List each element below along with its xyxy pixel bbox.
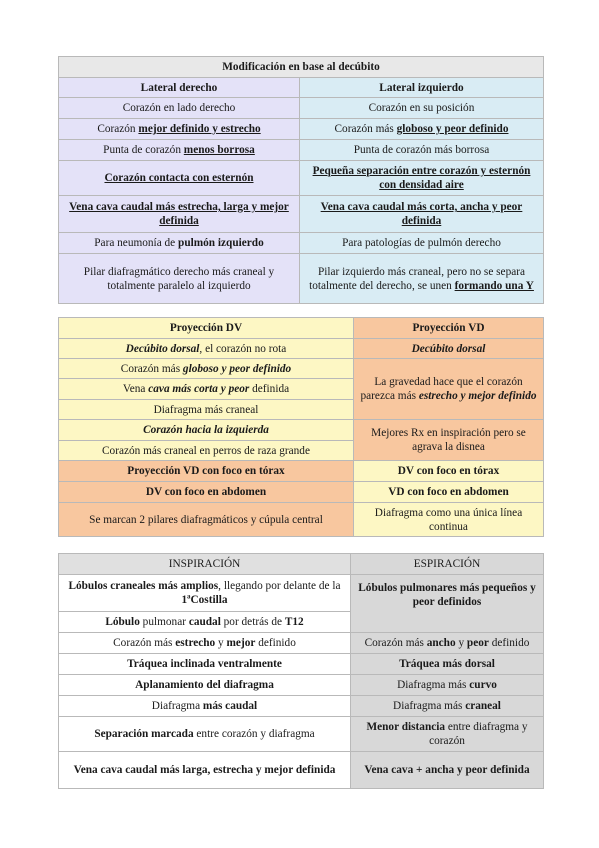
header-proyeccion-vd: Proyección VD	[354, 318, 544, 339]
esp-corazon: Corazón más ancho y peor definido	[351, 633, 544, 654]
dv-row1: Decúbito dorsal, el corazón no rota	[59, 339, 354, 359]
dv-row5: Corazón hacia la izquierda	[59, 420, 354, 441]
focus-row2-left: DV con foco en abdomen	[59, 482, 354, 503]
focus-row3-right: Diafragma como una única línea continua	[354, 503, 544, 537]
t1-row1-right: Corazón en su posición	[300, 98, 544, 119]
dv-row4: Diafragma más craneal	[59, 400, 354, 420]
t1-row4-right: Pequeña separación entre corazón y esternón con densidad aire	[300, 161, 544, 196]
insp-separacion: Separación marcada entre corazón y diafragma	[59, 717, 351, 752]
header-inspiracion: INSPIRACIÓN	[59, 554, 351, 575]
dv-row3: Vena cava más corta y peor definida	[59, 379, 354, 400]
insp-vena-cava: Vena cava caudal más larga, estrecha y mejor definida	[59, 752, 351, 789]
dv-row6: Corazón más craneal en perros de raza grande	[59, 441, 354, 461]
insp-lobulos-craneales: Lóbulos craneales más amplios, llegando por delante de la 1ªCostilla	[59, 575, 351, 612]
insp-lobulo-caudal: Lóbulo pulmonar caudal por detrás de T12	[59, 612, 351, 633]
t1-row7-left: Pilar diafragmático derecho más craneal y totalmente paralelo al izquierdo	[59, 254, 300, 304]
header-lateral-izquierdo: Lateral izquierdo	[300, 78, 544, 98]
t1-row5-left: Vena cava caudal más estrecha, larga y mejor definida	[59, 196, 300, 233]
esp-vena-cava: Vena cava + ancha y peor definida	[351, 752, 544, 789]
focus-row1-left: Proyección VD con foco en tórax	[59, 461, 354, 482]
esp-distancia: Menor distancia entre diafragma y corazón	[351, 717, 544, 752]
insp-diafragma-aplanado: Aplanamiento del diafragma	[59, 675, 351, 696]
t1-row2-left: Corazón mejor definido y estrecho	[59, 119, 300, 140]
decubito-table	[58, 56, 544, 304]
t1-row4-left: Corazón contacta con esternón	[59, 161, 300, 196]
insp-traquea: Tráquea inclinada ventralmente	[59, 654, 351, 675]
header-lateral-derecho: Lateral derecho	[59, 78, 300, 98]
t1-row6-left: Para neumonía de pulmón izquierdo	[59, 233, 300, 254]
decubito-title: Modificación en base al decúbito	[59, 57, 544, 78]
header-espiracion: ESPIRACIÓN	[351, 554, 544, 575]
t1-row3-right: Punta de corazón más borrosa	[300, 140, 544, 161]
esp-diafragma-craneal: Diafragma más craneal	[351, 696, 544, 717]
t1-row7-right: Pilar izquierdo más craneal, pero no se separa totalmente del derecho, se unen formando una Y	[300, 254, 544, 304]
esp-traquea: Tráquea más dorsal	[351, 654, 544, 675]
vd-row3: Mejores Rx en inspiración pero se agrava la disnea	[354, 420, 544, 461]
vd-row2: La gravedad hace que el corazón parezca más estrecho y mejor definido	[354, 359, 544, 420]
focus-row1-right: DV con foco en tórax	[354, 461, 544, 482]
vd-row1: Decúbito dorsal	[354, 339, 544, 359]
esp-diafragma-curvo: Diafragma más curvo	[351, 675, 544, 696]
t1-row6-right: Para patologías de pulmón derecho	[300, 233, 544, 254]
insp-corazon: Corazón más estrecho y mejor definido	[59, 633, 351, 654]
t1-row2-right: Corazón más globoso y peor definido	[300, 119, 544, 140]
focus-row2-right: VD con foco en abdomen	[354, 482, 544, 503]
t1-row5-right: Vena cava caudal más corta, ancha y peor definida	[300, 196, 544, 233]
esp-lobulos: Lóbulos pulmonares más pequeños y peor definidos	[351, 575, 544, 633]
t1-row1-left: Corazón en lado derecho	[59, 98, 300, 119]
t1-row3-left: Punta de corazón menos borrosa	[59, 140, 300, 161]
focus-row3-left: Se marcan 2 pilares diafragmáticos y cúpula central	[59, 503, 354, 537]
header-proyeccion-dv: Proyección DV	[59, 318, 354, 339]
inspiracion-table	[58, 553, 544, 789]
insp-diafragma-caudal: Diafragma más caudal	[59, 696, 351, 717]
proyeccion-table	[58, 317, 544, 537]
dv-row2: Corazón más globoso y peor definido	[59, 359, 354, 379]
